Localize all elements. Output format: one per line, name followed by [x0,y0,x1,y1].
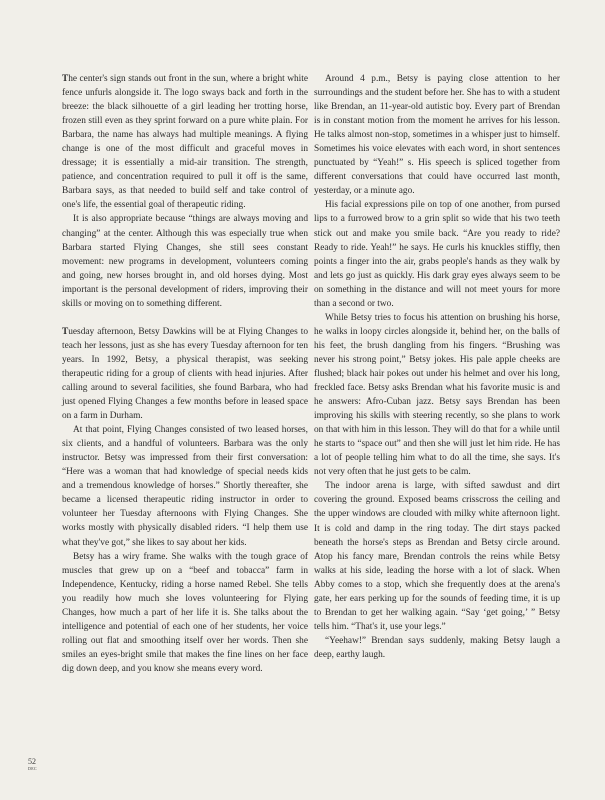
drop-cap: T [62,326,69,337]
paragraph: Betsy has a wiry frame. She walks with the tough grace of muscles that grew up on a “beef and tobacca” farm in Independence, Kentucky, riding a horse named Rebel. She tells you readily how much she loves volunteering for Flying Changes, how much a part of her life it is. She talks about the intelligence and potential of each one of her students, her voice rolling out flat and smoothing itself over her words. Then she smiles an eyes-bright smile that makes the fine lines on her face dig down deep, and you know she means every word. [62,551,308,674]
paragraph: It is also appropriate because “things are always moving and changing” at the center. Although this was especially true when Barbara started Flying Changes, she still sees constant movement: new programs in development, volunteers coming and going, new horses brought in, and old horses dying. Most important is the personal development of riders, improving their skills or moving on to something different. [62,214,308,309]
drop-cap: T [62,74,69,84]
paragraph: His facial expressions pile on top of one another, from pursed lips to a furrowed brow to a grin split so wide that his two teeth stick out and make you smile back. “Are you ready to ride? Ready to ride. Yeah!” he says. He curls his knuckles stiffly, then points a finger into the air, grabs people's hands as they walk by and lets go just as quickly. His dark gray eyes always seem to be on something in the distance and will not meet yours for more than a second or two. [314,200,560,309]
paragraph-text: uesday afternoon, Betsy Dawkins will be at Flying Changes to teach her lessons, just as she has every Tuesday afternoon for ten years. In 1992, Betsy, a physical therapist, was seeking therapeutic riding for a group of clients with head injuries. After calling around to several facilities, she found Barbara, who had just opened Flying Changes a few months before in leased space on a farm in Durham. [62,326,308,422]
paragraph [62,72,308,212]
paragraph: While Betsy tries to focus his attention on brushing his horse, he walks in loopy circles alongside it, behind her, on the balls of his feet, the brush dangling from his fingers. “Brushing was never his strong point,” Betsy jokes. His pale apple cheeks are flushed; black hair pokes out under his helmet and over his long, freckled face. Betsy asks Brendan what his favorite music is and he answers: Afro-Cuban jazz. Betsy says Brendan has been improving his skills with steering recently, so she plans to work on that with him in this lesson. They will do that for a while until he starts to “space out” and then she will just let him ride. He has a lot of people telling him what to do all the time, she says. It's not very often that he just gets to be calm. [314,312,560,478]
page-number-value: 52 [28,757,36,766]
paragraph: The indoor arena is large, with sifted sawdust and dirt covering the ground. Exposed beams crisscross the ceiling and the upper windows are clouded with milky white afternoon light. It is cold and damp in the ring today. The dirt stays packed beneath the horse's steps as Brendan and Betsy circle around. Atop his fancy mare, Brendan controls the reins while Betsy walks at his side, leading the horse with a lot of slack. When Abby comes to a stop, which she frequently does at the arena's gate, her ears perking up for the sounds of feeding time, it is up to Brendan to get her walking again. “Say ‘get going,’ ” Betsy tells him. “That's it, use your legs.” [314,481,560,632]
paragraph: Around 4 p.m., Betsy is paying close attention to her surroundings and the student before her. She has to with a student like Brendan, an 11-year-old autistic boy. Every part of Brendan is in constant motion from the moment he arrives for his lesson. He talks almost non-stop, sometimes in a whisper just to himself. Sometimes his voice elevates with each word, in short sentences punctuated by “Yeah!” s. His speech is spliced together from different conversations that could have occurred last month, yesterday, or a minute ago. [314,74,560,197]
paragraph: “Yeehaw!” Brendan says suddenly, making Betsy laugh a deep, earthy laugh. [314,635,560,660]
right-column [314,72,560,662]
page-number [28,757,37,771]
paragraph-text: he center's sign stands out front in the sun, where a bright white fence unfurls alongside it. The logo sways back and forth in the breeze: the black silhouette of a girl leading her trotting horse, frozen still even as they sprint forward on a pure white plain. For Barbara, the name has always had multiple meanings. A flying change is one of the most difficult and graceful moves in dressage; it is essentially a mid-air transition. The strength, patience, and concentration required to pull it off is the same, Barbara says, as that needed to build self and take control of one's life, the essential goal of therapeutic riding. [62,74,308,211]
paragraph: At that point, Flying Changes consisted of two leased horses, six clients, and a handful of volunteers. Barbara was the only instructor. Betsy was impressed from their first conversation: “Here was a woman that had knowledge of special needs kids and a tremendous knowledge of horses.” Shortly thereafter, she became a licensed therapeutic riding instructor in order to volunteer her Tuesday afternoons with Flying Changes. She works mostly with physically disabled riders. “I help them use what they've got,” she likes to say about her kids. [62,425,308,548]
left-column [62,72,308,676]
paragraph [62,325,308,423]
footer-mark: DEC [28,766,37,771]
